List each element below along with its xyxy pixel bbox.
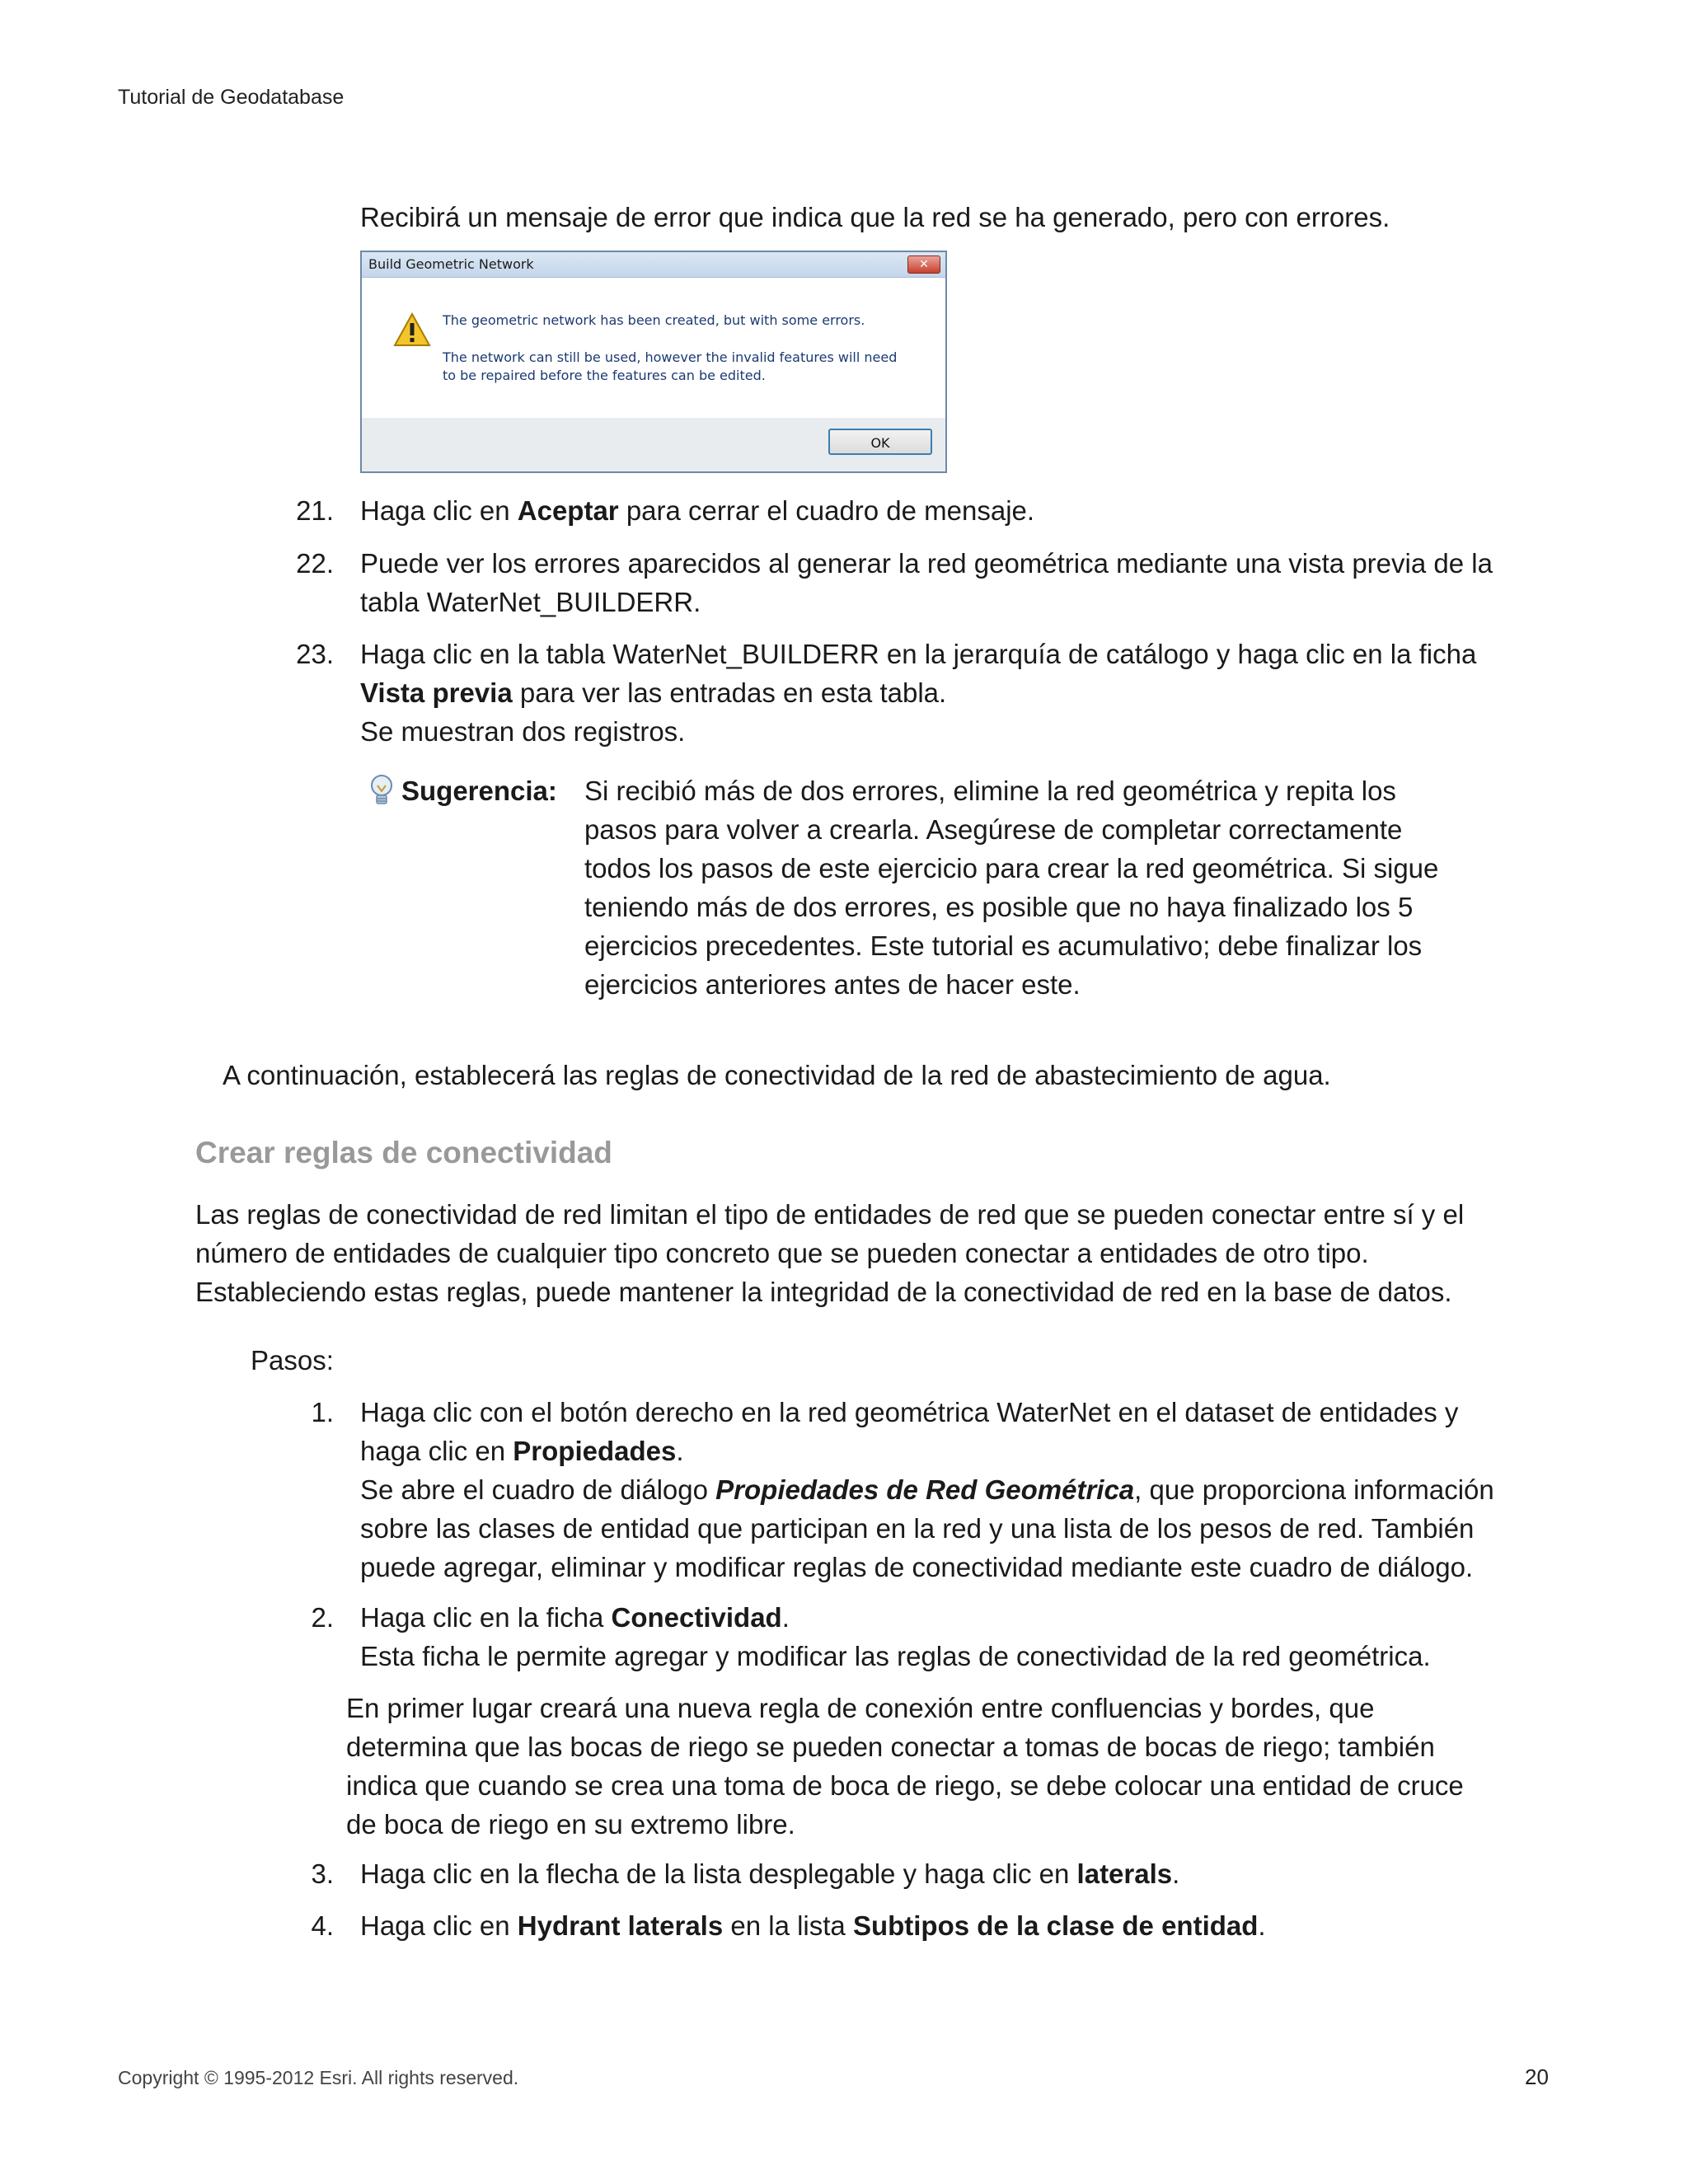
lightbulb-icon — [368, 773, 396, 809]
ui-term: Aceptar — [517, 495, 619, 526]
close-icon[interactable]: ✕ — [907, 255, 940, 274]
step-number: 22. — [296, 548, 334, 579]
step-text: puede agregar, eliminar y modificar reglas de conectividad mediante este cuadro de diálogo. — [360, 1552, 1474, 1582]
step-text: para cerrar el cuadro de mensaje. — [618, 495, 1035, 526]
tip-line: ejercicios precedentes. Este tutorial es acumulativo; debe finalizar los — [584, 930, 1423, 961]
page-header: Tutorial de Geodatabase — [118, 86, 345, 109]
ui-term: Hydrant laterals — [517, 1910, 724, 1941]
dialog-title: Build Geometric Network — [368, 256, 534, 272]
step-22 — [360, 544, 1531, 621]
ui-term: Conectividad — [611, 1602, 782, 1633]
dialog-message-primary: The geometric network has been created, but with some errors. — [443, 312, 865, 328]
step-text: Haga clic en la tabla WaterNet_BUILDERR en la jerarquía de catálogo y haga clic en la ficha — [360, 639, 1477, 669]
section-paragraph — [195, 1195, 1547, 1311]
step-text: . — [1258, 1910, 1266, 1941]
dialog-message-secondary: The network can still be used, however the invalid features will need to be repaired before the features can be edited. — [443, 349, 898, 383]
ui-term: laterals — [1076, 1858, 1173, 1889]
step-text: Esta ficha le permite agregar y modificar las reglas de conectividad de la red geométrica. — [360, 1641, 1431, 1671]
tip-line: teniendo más de dos errores, es posible que no haya finalizado los 5 — [584, 892, 1414, 922]
intro-text: Recibirá un mensaje de error que indica que la red se ha generado, pero con errores. — [360, 202, 1390, 232]
step-text: para ver las entradas en esta tabla. — [512, 677, 947, 708]
step-text: Se muestran dos registros. — [360, 716, 686, 747]
paragraph-line: número de entidades de cualquier tipo concreto que se pueden conectar a entidades de otro tipo. — [195, 1238, 1369, 1268]
paragraph-line: Las reglas de conectividad de red limitan el tipo de entidades de red que se pueden conectar entre sí y el — [195, 1199, 1465, 1230]
step-23 — [360, 635, 1531, 751]
step-text: . — [676, 1436, 684, 1466]
step-text: tabla WaterNet_BUILDERR. — [360, 587, 701, 617]
tip-line: todos los pasos de este ejercicio para crear la red geométrica. Si sigue — [584, 853, 1439, 883]
paragraph-line: Estableciendo estas reglas, puede mantener la integridad de la conectividad de red en la base de datos. — [195, 1277, 1452, 1307]
note-paragraph — [346, 1689, 1541, 1844]
warning-icon — [393, 312, 431, 347]
step-1 — [360, 1393, 1531, 1586]
tip-line: pasos para volver a crearla. Asegúrese de completar correctamente — [584, 814, 1403, 845]
step-number: 21. — [296, 495, 334, 526]
step-text: Haga clic en la ficha — [360, 1602, 612, 1633]
tip-line: ejercicios anteriores antes de hacer este. — [584, 969, 1081, 1000]
step-text: Haga clic con el botón derecho en la red geométrica WaterNet en el dataset de entidades y — [360, 1397, 1459, 1427]
ui-term: Propiedades — [513, 1436, 677, 1466]
note-line: En primer lugar creará una nueva regla de conexión entre confluencias y bordes, que — [346, 1693, 1375, 1723]
step-2 — [360, 1598, 1531, 1675]
build-network-dialog — [360, 251, 947, 473]
step-text: sobre las clases de entidad que participan en la red y una lista de los pesos de red. También — [360, 1513, 1475, 1544]
ok-button[interactable]: OK — [828, 429, 932, 455]
step-text: en la lista — [723, 1910, 853, 1941]
dialog-name: Propiedades de Red Geométrica — [715, 1474, 1135, 1505]
step-text: Se abre el cuadro de diálogo — [360, 1474, 716, 1505]
tip-line: Si recibió más de dos errores, elimine la red geométrica y repita los — [584, 776, 1396, 806]
dialog-body — [362, 278, 945, 418]
step-text: haga clic en — [360, 1436, 513, 1466]
step-number: 2. — [311, 1602, 334, 1633]
step-number: 23. — [296, 639, 334, 669]
ui-term: Vista previa — [360, 677, 513, 708]
step-3 — [360, 1854, 1531, 1893]
step-text: Haga clic en — [360, 1910, 518, 1941]
step-number: 3. — [311, 1858, 334, 1889]
tip-text — [584, 771, 1532, 1004]
step-21 — [360, 491, 1531, 530]
step-number: 4. — [311, 1910, 334, 1941]
step-text: , que proporciona información — [1134, 1474, 1494, 1505]
step-text: . — [781, 1602, 790, 1633]
ui-term: Subtipos de la clase de entidad — [852, 1910, 1259, 1941]
step-text: Haga clic en la flecha de la lista desplegable y haga clic en — [360, 1858, 1077, 1889]
continuation-text: A continuación, establecerá las reglas de conectividad de la red de abastecimiento de agua. — [223, 1060, 1331, 1090]
step-4 — [360, 1906, 1531, 1945]
tip-label: Sugerencia: — [401, 776, 557, 806]
note-line: determina que las bocas de riego se pueden conectar a tomas de bocas de riego; también — [346, 1732, 1435, 1762]
step-text: . — [1172, 1858, 1180, 1889]
note-line: indica que cuando se crea una toma de boca de riego, se debe colocar una entidad de cruce — [346, 1770, 1464, 1801]
steps-label: Pasos: — [251, 1345, 334, 1376]
note-line: de boca de riego en su extremo libre. — [346, 1809, 795, 1840]
section-heading: Crear reglas de conectividad — [195, 1136, 612, 1169]
page-number: 20 — [1525, 2064, 1549, 2089]
step-text: Puede ver los errores aparecidos al generar la red geométrica mediante una vista previa de la — [360, 548, 1493, 579]
footer-copyright: Copyright © 1995-2012 Esri. All rights reserved. — [118, 2067, 519, 2088]
step-text: Haga clic en — [360, 495, 518, 526]
dialog-titlebar — [362, 252, 945, 278]
step-number: 1. — [311, 1397, 334, 1427]
